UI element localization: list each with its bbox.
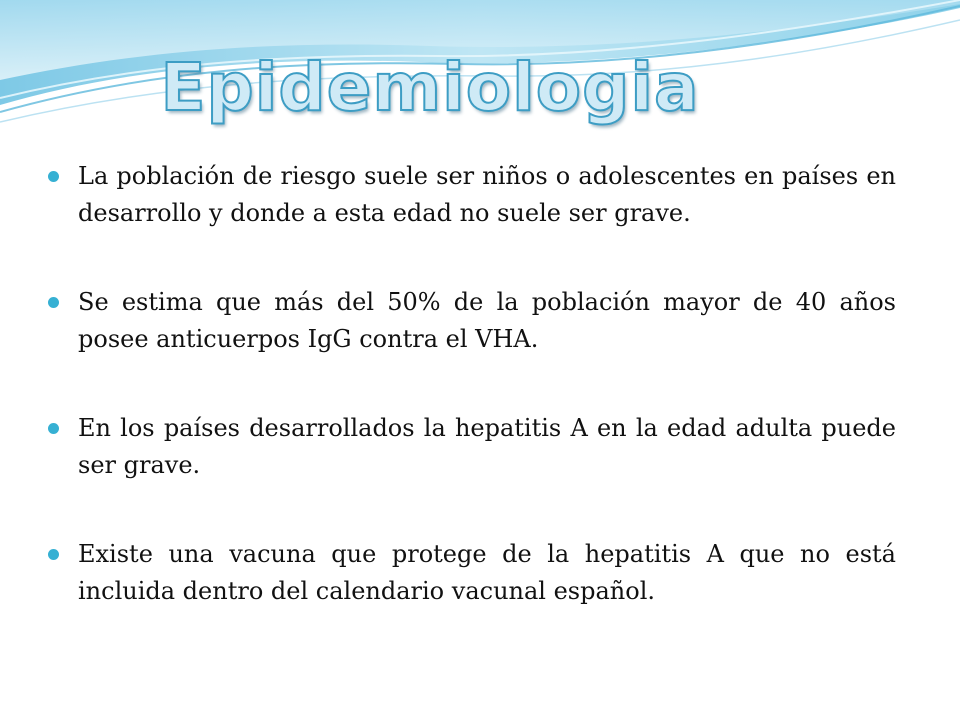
bullet-text: Se estima que más del 50% de la población mayor de 40 años posee anticuerpos IgG contra el VHA. bbox=[78, 288, 896, 353]
bullet-text: En los países desarrollados la hepatitis A en la edad adulta puede ser grave. bbox=[78, 414, 896, 479]
bullet-item bbox=[48, 536, 896, 610]
slide-title: Epidemiologia bbox=[160, 49, 700, 126]
bullet-text: La población de riesgo suele ser niños o adolescentes en países en desarrollo y donde a esta edad no suele ser grave. bbox=[78, 162, 896, 227]
bullet-dot-icon bbox=[48, 297, 59, 308]
bullet-dot-icon bbox=[48, 171, 59, 182]
bullet-item bbox=[48, 284, 896, 358]
bullet-dot-icon bbox=[48, 423, 59, 434]
bullet-item bbox=[48, 410, 896, 484]
bullet-list bbox=[48, 158, 896, 662]
bullet-text: Existe una vacuna que protege de la hepatitis A que no está incluida dentro del calendario vacunal español. bbox=[78, 540, 896, 605]
bullet-item bbox=[48, 158, 896, 232]
bullet-dot-icon bbox=[48, 549, 59, 560]
